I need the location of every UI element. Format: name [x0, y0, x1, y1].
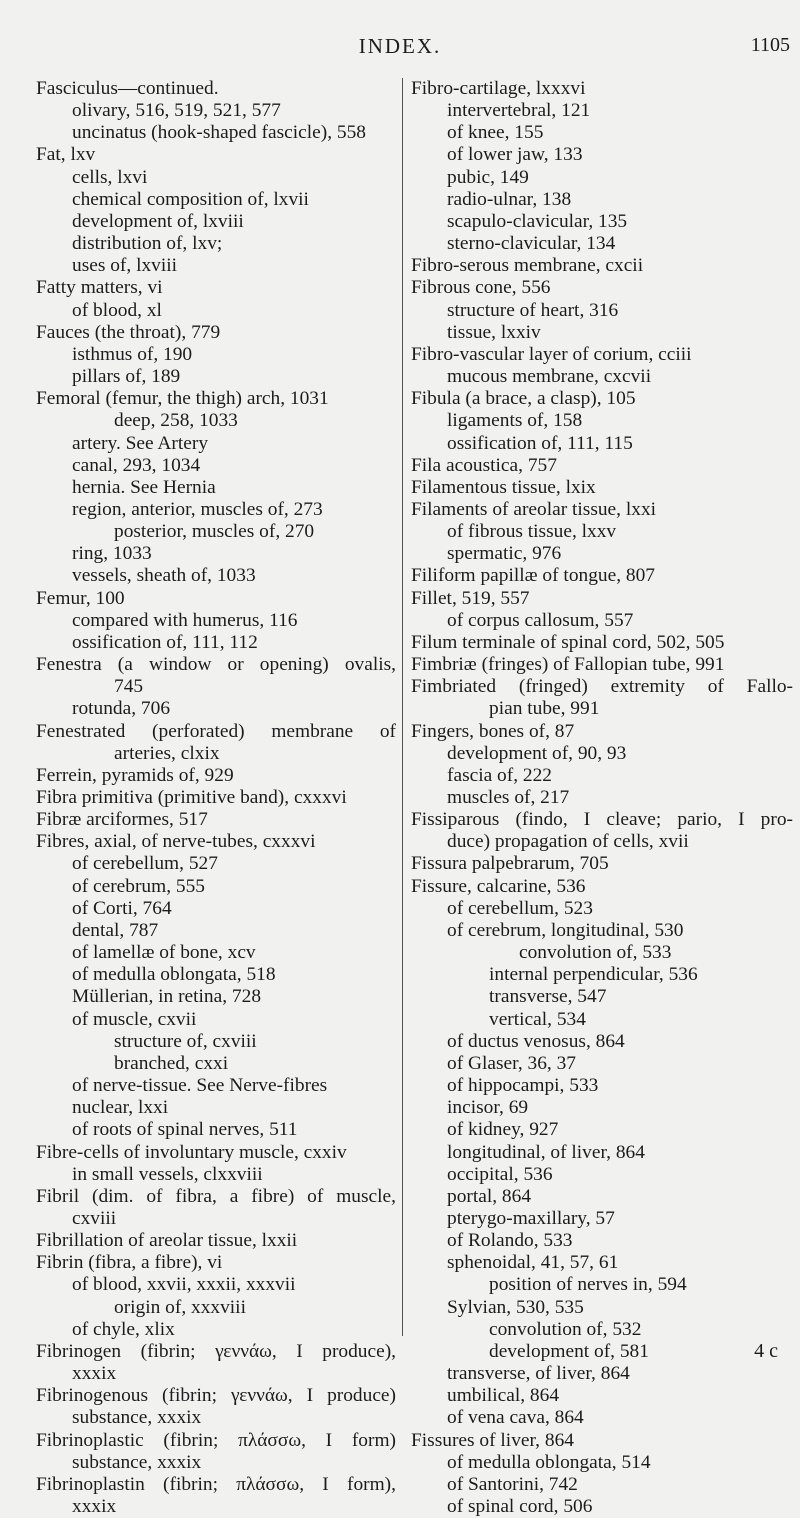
index-entry: Fimbriated (fringed) extremity of Fallo-: [411, 676, 793, 698]
index-subentry: origin of, xxxviii: [114, 1296, 246, 1318]
index-subentry: canal, 293, 1034: [72, 454, 201, 476]
index-subentry: ring, 1033: [72, 543, 152, 565]
index-subentry: intervertebral, 121: [447, 100, 591, 122]
index-subentry: tissue, lxxiv: [447, 321, 541, 343]
index-subentry: of cerebrum, 555: [72, 875, 205, 897]
index-subentry: rotunda, 706: [72, 698, 171, 720]
index-entry: Fibro-serous membrane, cxcii: [411, 255, 644, 277]
index-subentry: structure of heart, 316: [447, 299, 619, 321]
index-entry: Fibrinogenous (fibrin; γεννάω, I produce): [36, 1385, 396, 1407]
index-subentry: of lamellæ of bone, xcv: [72, 942, 256, 964]
page-title: INDEX.: [358, 34, 442, 58]
index-subentry: xxxix: [72, 1363, 117, 1385]
index-entry: Fila acoustica, 757: [411, 454, 557, 476]
index-subentry: uses of, lxviii: [72, 255, 178, 277]
index-subentry: in small vessels, clxxviii: [72, 1163, 263, 1185]
index-subentry: incisor, 69: [447, 1097, 529, 1119]
index-subentry: distribution of, lxv;: [72, 233, 223, 255]
index-subentry: ligaments of, 158: [447, 410, 583, 432]
index-subentry: substance, xxxix: [72, 1451, 202, 1473]
index-entry: Fibrinoplastic (fibrin; πλάσσω, I form): [36, 1429, 396, 1451]
index-subentry: of nerve-tissue. See Nerve-fibres: [72, 1075, 328, 1097]
index-subentry: longitudinal, of liver, 864: [447, 1141, 645, 1163]
index-entry: Fibra primitiva (primitive band), cxxxvi: [36, 787, 347, 808]
index-subentry: of chyle, xlix: [72, 1318, 175, 1340]
index-subentry: of Corti, 764: [72, 897, 172, 919]
index-entry: Fibrin (fibra, a fibre), vi: [36, 1252, 223, 1274]
index-entry: Filamentous tissue, lxix: [411, 476, 596, 498]
index-subentry: cells, lxvi: [72, 166, 148, 188]
page-header: [0, 30, 800, 64]
index-subentry: convolution of, 532: [489, 1318, 642, 1340]
index-subentry: of cerebellum, 523: [447, 897, 593, 919]
index-entry: Fibro-cartilage, lxxxvi: [411, 78, 586, 99]
index-subentry: of muscle, cxvii: [72, 1008, 197, 1030]
index-subentry: branched, cxxi: [114, 1052, 229, 1074]
index-entry: Fat, lxv: [36, 144, 96, 166]
index-subentry: of hippocampi, 533: [447, 1075, 599, 1097]
signature-mark: 4 c: [754, 1340, 778, 1362]
index-subentry: isthmus of, 190: [72, 343, 193, 365]
index-entry: Fibula (a brace, a clasp), 105: [411, 388, 636, 410]
index-subentry: mucous membrane, cxcvii: [447, 366, 652, 388]
index-subentry: of corpus callosum, 557: [447, 609, 634, 631]
index-subentry: of roots of spinal nerves, 511: [72, 1119, 298, 1141]
index-subentry: 745: [114, 676, 144, 698]
index-subentry: sphenoidal, 41, 57, 61: [447, 1252, 619, 1274]
index-subentry: vertical, 534: [489, 1008, 586, 1030]
index-entry: Fillet, 519, 557: [411, 587, 530, 609]
index-entry: Fibril (dim. of fibra, a fibre) of muscle,: [36, 1185, 396, 1207]
index-entry: Filaments of areolar tissue, lxxi: [411, 498, 657, 520]
index-subentry: umbilical, 864: [447, 1385, 560, 1407]
index-subentry: position of nerves in, 594: [489, 1274, 687, 1296]
index-subentry: nuclear, lxxi: [72, 1097, 169, 1119]
index-subentry: transverse, 547: [489, 986, 607, 1008]
index-subentry: of knee, 155: [447, 122, 544, 144]
index-entry: Fibrinoplastin (fibrin; πλάσσω, I form),: [36, 1473, 396, 1495]
index-subentry: of Glaser, 36, 37: [447, 1052, 577, 1074]
index-entry: Femur, 100: [36, 587, 125, 609]
index-subentry: of blood, xxvii, xxxii, xxxvii: [72, 1274, 296, 1296]
index-entry: Fissure, calcarine, 536: [411, 875, 586, 897]
index-subentry: of Rolando, 533: [447, 1230, 573, 1252]
index-subentry: internal perpendicular, 536: [489, 964, 698, 986]
index-entry: Fingers, bones of, 87: [411, 720, 575, 742]
index-subentry: duce) propagation of cells, xvii: [447, 831, 689, 853]
index-entry: Fimbriæ (fringes) of Fallopian tube, 991: [411, 654, 725, 676]
index-entry: Fissura palpebrarum, 705: [411, 853, 609, 875]
index-subentry: of medulla oblongata, 518: [72, 964, 276, 986]
index-subentry: pterygo-maxillary, 57: [447, 1207, 615, 1229]
index-subentry: muscles of, 217: [447, 787, 570, 808]
index-subentry: Sylvian, 530, 535: [447, 1296, 584, 1318]
index-subentry: portal, 864: [447, 1185, 532, 1207]
index-subentry: ossification of, 111, 112: [72, 631, 258, 653]
index-subentry: pubic, 149: [447, 166, 529, 188]
index-subentry: of blood, xl: [72, 299, 162, 321]
index-entry: Fibræ arciformes, 517: [36, 809, 208, 831]
index-subentry: sterno-clavicular, 134: [447, 233, 616, 255]
index-subentry: spermatic, 976: [447, 543, 562, 565]
index-subentry: Müllerian, in retina, 728: [72, 986, 262, 1008]
index-subentry: of lower jaw, 133: [447, 144, 583, 166]
index-subentry: dental, 787: [72, 919, 159, 941]
index-subentry: of fibrous tissue, lxxv: [447, 521, 617, 543]
index-subentry: ossification of, 111, 115: [447, 432, 633, 454]
index-entry: Filum terminale of spinal cord, 502, 505: [411, 631, 725, 653]
index-subentry: transverse, of liver, 864: [447, 1363, 630, 1385]
index-subentry: olivary, 516, 519, 521, 577: [72, 100, 281, 122]
index-subentry: fascia of, 222: [447, 764, 552, 786]
index-subentry: of kidney, 927: [447, 1119, 559, 1141]
index-subentry: posterior, muscles of, 270: [114, 521, 315, 543]
column-divider: [402, 78, 403, 1336]
index-subentry: pian tube, 991: [489, 698, 600, 720]
index-subentry: of cerebrum, longitudinal, 530: [447, 919, 684, 941]
index-subentry: of spinal cord, 506: [447, 1496, 593, 1517]
index-subentry: of ductus venosus, 864: [447, 1030, 625, 1052]
index-subentry: deep, 258, 1033: [114, 410, 238, 432]
index-subentry: convolution of, 533: [519, 942, 672, 964]
index-subentry: arteries, clxix: [114, 742, 220, 764]
index-subentry: radio-ulnar, 138: [447, 188, 572, 210]
index-subentry: of cerebellum, 527: [72, 853, 218, 875]
index-entry: Fibro-vascular layer of corium, cciii: [411, 343, 692, 365]
index-subentry: substance, xxxix: [72, 1407, 202, 1429]
index-subentry: of Santorini, 742: [447, 1473, 578, 1495]
index-subentry: xxxix: [72, 1496, 117, 1517]
index-subentry: development of, 581: [489, 1340, 649, 1362]
index-subentry: chemical composition of, lxvii: [72, 188, 309, 210]
index-subentry: artery. See Artery: [72, 432, 209, 454]
index-entry: Femoral (femur, the thigh) arch, 1031: [36, 388, 329, 410]
index-entry: Fibrinogen (fibrin; γεννάω, I produce),: [36, 1340, 396, 1362]
index-subentry: structure of, cxviii: [114, 1030, 257, 1052]
index-entry: Fibres, axial, of nerve-tubes, cxxxvi: [36, 831, 316, 853]
index-subentry: region, anterior, muscles of, 273: [72, 498, 323, 520]
index-entry: Fenestra (a window or opening) ovalis,: [36, 654, 396, 676]
index-entry: Fasciculus—continued.: [36, 78, 219, 99]
index-subentry: compared with humerus, 116: [72, 609, 298, 631]
index-entry: Fatty matters, vi: [36, 277, 163, 299]
index-subentry: hernia. See Hernia: [72, 476, 216, 498]
index-entry: Ferrein, pyramids of, 929: [36, 764, 234, 786]
index-subentry: development of, lxviii: [72, 210, 244, 232]
index-subentry: development of, 90, 93: [447, 742, 627, 764]
index-column-right: [411, 78, 793, 1518]
index-entry: Fibrillation of areolar tissue, lxxii: [36, 1230, 298, 1252]
index-entry: Filiform papillæ of tongue, 807: [411, 565, 655, 587]
index-subentry: occipital, 536: [447, 1163, 553, 1185]
index-subentry: of vena cava, 864: [447, 1407, 584, 1429]
page-number: 1105: [750, 34, 790, 56]
index-entry: Fibre-cells of involuntary muscle, cxxiv: [36, 1141, 347, 1163]
index-column-left: [36, 78, 396, 1518]
index-entry: Fissures of liver, 864: [411, 1429, 574, 1451]
index-subentry: scapulo-clavicular, 135: [447, 210, 628, 232]
index-entry: Fibrous cone, 556: [411, 277, 551, 299]
index-entry: Fenestrated (perforated) membrane of: [36, 720, 396, 742]
index-entry: Fissiparous (findo, I cleave; pario, I pro-: [411, 809, 793, 831]
index-subentry: of medulla oblongata, 514: [447, 1451, 651, 1473]
index-entry: Fauces (the throat), 779: [36, 321, 221, 343]
index-subentry: vessels, sheath of, 1033: [72, 565, 256, 587]
index-subentry: uncinatus (hook-shaped fascicle), 558: [72, 122, 366, 144]
index-subentry: cxviii: [72, 1207, 117, 1229]
index-subentry: pillars of, 189: [72, 366, 181, 388]
